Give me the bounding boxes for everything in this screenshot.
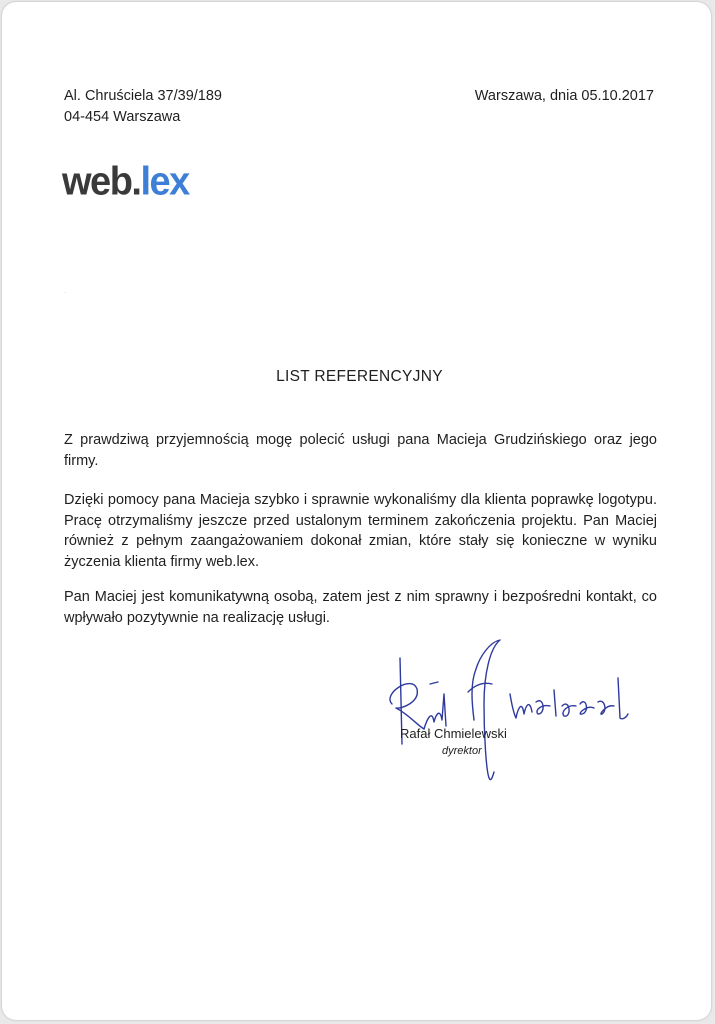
signatory-name: Rafał Chmielewski — [400, 726, 507, 741]
letter-page — [2, 2, 711, 1020]
signatory-role: dyrektor — [442, 745, 482, 757]
address-line-1: Al. Chruściela 37/39/189 — [64, 88, 222, 104]
handwritten-signature — [372, 634, 652, 794]
address-line-2: 04-454 Warszawa — [64, 109, 181, 125]
scan-speck: · — [64, 288, 67, 297]
paragraph-3: Pan Maciej jest komunikatywną osobą, zatem jest z nim sprawny i bezpośredni kontakt, co wpływało pozytywnie na realizację usługi. — [64, 589, 657, 626]
logo-web: web — [62, 160, 132, 205]
date-line: Warszawa, dnia 05.10.2017 — [474, 88, 654, 104]
company-logo — [62, 160, 189, 205]
sender-address — [64, 86, 222, 128]
letter-title: LIST REFERENCYJNY — [276, 368, 443, 385]
paragraph-2: Dzięki pomocy pana Macieja szybko i sprawnie wykonaliśmy dla klienta poprawkę logotypu. Pracę otrzymaliśmy jeszcze przed ustalonym terminem zakończenia projektu. Pan Maciej również z pełnym zaangażowaniem dokonał zmian, które stały się konieczne w wyniku życzenia klienta firmy web.lex. — [64, 492, 657, 570]
logo-lex: lex — [140, 160, 189, 205]
paragraph-1: Z prawdziwą przyjemnością mogę polecić usługi pana Macieja Grudzińskiego oraz jego firmy. — [64, 432, 657, 469]
logo-dot: . — [131, 160, 141, 205]
